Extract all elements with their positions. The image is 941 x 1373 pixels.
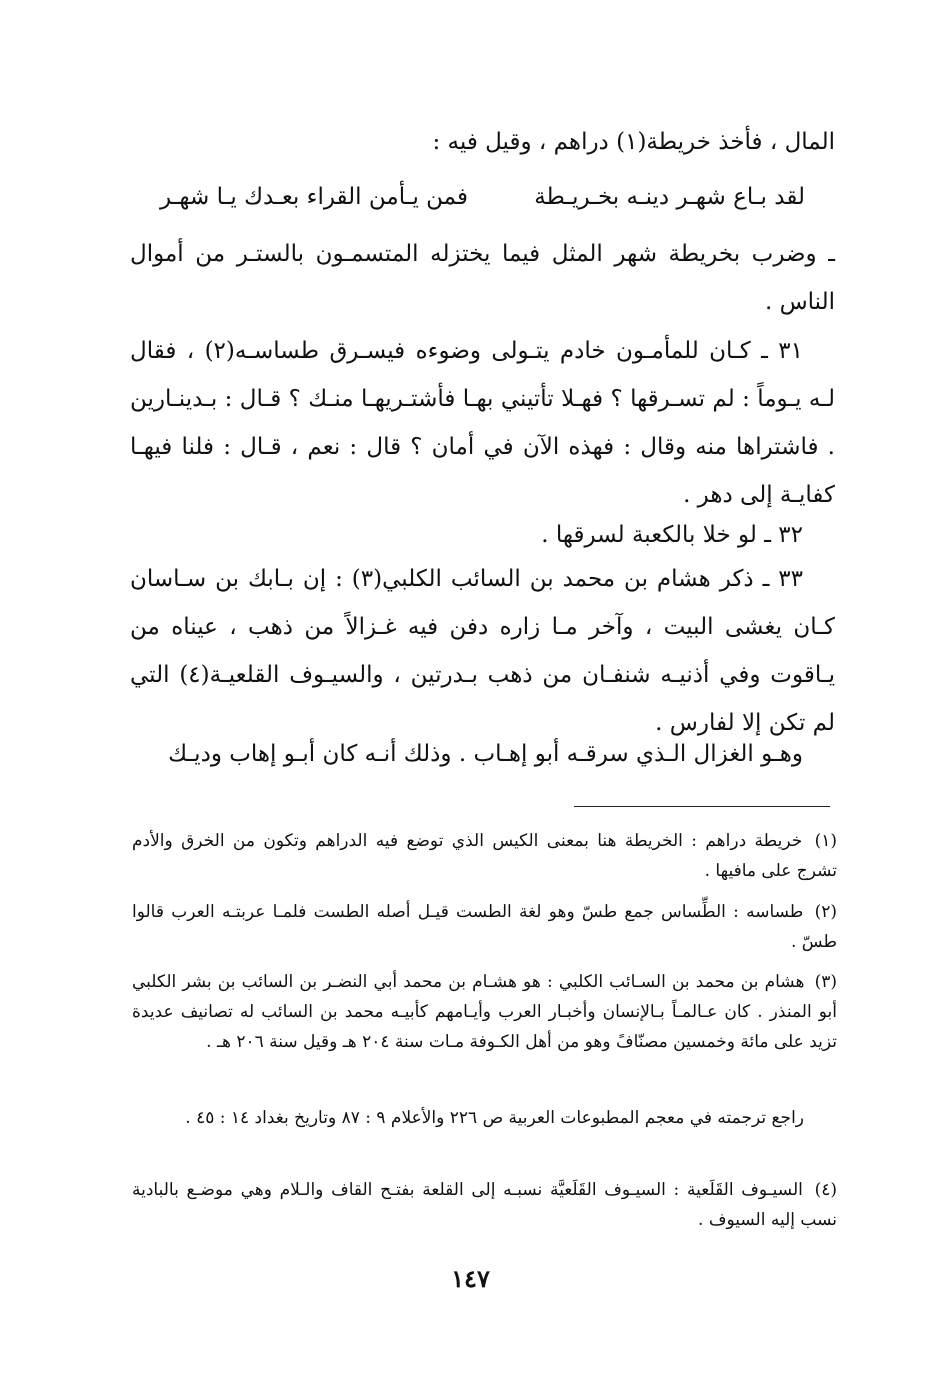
footnote-1 [132, 826, 837, 886]
verse-left-hemistich: فمن يـأمن القراء بعـدك يـا شهـر [160, 184, 468, 210]
footnote-text: هشام بن محمد بن السـائب الكلبي : هو هشـام بن محمد أبي النضـر بن السائب بن بشر الكلبي أبو المنذر . كان عـالمـاً بـالإنسان وأخبـار العرب وأيـامهم كأبيـه محمد بن السائب له تصانيف عديدة تزيد على مائة وخمسين مصنّافً وهو من أهل الكـوفة مـات سنة ٢٠٤ هـ وقيل سنة ٢٠٦ هـ . [132, 972, 837, 1052]
paragraph-31: ٣١ ـ كـان للمأمـون خادم يتـولى وضوءه فيسـرق طساسـه(٢) ، فقال لـه يـوماً : لم تسـرقها ؟ فهـلا تأتيني بهـا فأشتـريهـا منـك ؟ قـال : بـدينـارين . فاشتراها منه وقال : فهذه الآن في أمان ؟ قال : نعم ، قـال : فلنا فيهـا كفايـة إلى دهر . [130, 338, 835, 508]
page-number: ١٤٧ [451, 1264, 490, 1293]
proverb-paragraph: ـ وضرب بخريطة شهر المثل فيما يختزله المتسمـون بالستـر من أموال الناس . [130, 241, 835, 315]
footnote-2 [132, 897, 837, 957]
footnote-3-reference: راجع ترجمته في معجم المطبوعات العربية ص ٢٢٦ والأعلام ٩ : ٨٧ وتاريخ بغداد ١٤ : ٤٥ . [185, 1108, 804, 1128]
intro-line: المال ، فأخذ خريطة(١) دراهم ، وقيل فيه : [432, 129, 835, 155]
footnote-number: (١) [814, 831, 837, 851]
verse-right-hemistich: لقد بـاع شهـر دينـه بخـريـطة [534, 184, 805, 210]
footnote-3 [132, 967, 837, 1057]
paragraph-33: ٣٣ ـ ذكر هشام بن محمد بن السائب الكلبي(٣) : إن بـابك بن سـاسان كـان يغشى البيت ، وآخر مـا زاره دفن فيه غـزالاً من ذهب ، عيناه من يـاقوت وفي أذنيـه شنفـان من ذهب بـدرتين ، والسيـوف القلعيـة(٤) التي لم تكن إلا لفارس . [130, 566, 835, 736]
footnote-number: (٤) [814, 1180, 838, 1200]
footnote-text: خريطة دراهم : الخريطة هنا بمعنى الكيس الذي توضع فيه الدراهم وتكون من الخرق والأدم تشرج على مافيها . [132, 831, 837, 881]
last-paragraph: وهـو الغزال الـذي سرقـه أبو إهـاب . وذلك أنـه كان أبـو إهاب وديـك [168, 741, 803, 767]
poem-verse [0, 178, 941, 216]
footnote-text: السيـوف القَلَعية : السيـوف القَلَعيَّة نسبـه إلى القلعة بفتـح القاف والـلام وهي موضـع بالبادية نسب إليه السيوف . [132, 1180, 837, 1230]
footnote-number: (٢) [814, 902, 837, 922]
footnote-number: (٣) [814, 972, 838, 992]
footnote-text: طساسه : الطِّساس جمع طسّ وهو لغة الطست قيـل أصله الطست فلمـا عربتـه العرب قالوا طسّ . [132, 902, 837, 952]
footnote-divider [574, 806, 830, 807]
paragraph-32: ٣٢ ـ لو خلا بالكعبة لسرقها . [541, 522, 803, 548]
footnote-4 [132, 1175, 837, 1235]
